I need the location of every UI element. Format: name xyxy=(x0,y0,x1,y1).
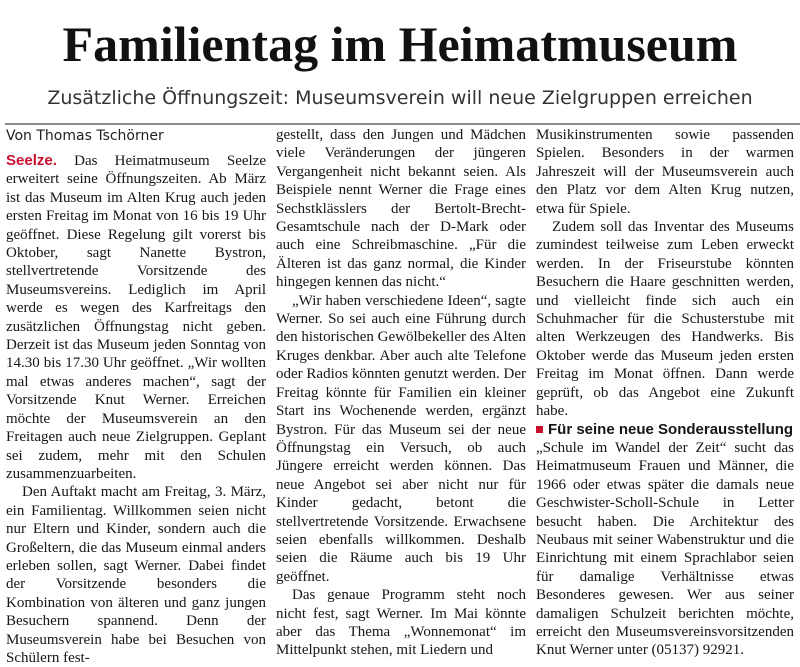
paragraph: Zudem soll das Inventar des Museums zumindest teilweise zum Leben erweckt werden. In der Friseurstube könnten Besuchern die Haare geschnitten werden, und vielleicht finde sich auch ein Schuhmacher für die Schusterstube mit alten Werkzeugen des Handwerks. Bis Oktober werde das Museum jeden ersten Freitag im Monat öffnen. Dann werde geprüft, ob das Angebot eine Zukunft habe. xyxy=(536,219,794,420)
red-square-bullet-icon xyxy=(536,426,543,433)
paragraph: gestellt, dass den Jungen und Mädchen viele Veränderungen der jüngeren Vergangenheit nicht bekannt seien. Als Beispiele nennt Werner die Frage eines Sechstklässlers der Bertolt-Brecht-Gesamtschule nach der D-Mark oder auch eine Schreibmaschine. „Für die Älteren ist das ganz normal, die Kinder hingegen kennen das nicht.“ xyxy=(276,127,526,291)
paragraph-text: Das Heimatmuseum Seelze erweitert seine Öffnungszeiten. Ab März ist das Museum im Alten Krug auch jeden ersten Freitag im Monat von 16 bis 19 Uhr geöffnet. Diese Regelung gilt vorerst bis Oktober, sagt Nanette Bystron, stellvertretende Vorsitzende des Museumsvereins. Lediglich im April werde es wegen des Karfreitags den zusätzlichen Öffnungstag nicht geben. Derzeit ist das Museum jeden Sonntag von 14.30 bis 17.30 Uhr geöffnet. „Wir wollten mal etwas anderes machen“, sagt der Vorsitzende Knut Werner. Erreichen möchte der Museumsverein an den Freitagen auch neue Zielgruppen. Geplant sei zudem, mehr mit den Schulen zusammenzuarbeiten. xyxy=(6,153,267,482)
subsection-heading: Für seine neue Sonderausstellung xyxy=(548,420,794,438)
subheadline: Zusätzliche Öffnungszeit: Museumsverein will neue Zielgruppen erreichen xyxy=(47,87,753,109)
paragraph: Den Auftakt macht am Freitag, 3. März, ein Familientag. Willkommen seien nicht nur Eltern und Kinder, sondern auch die Großeltern, die das Museum einmal anders erleben sollen, sagt Werner. Dabei findet der Vorsitzende besonders die Kombination von älteren und ganz jungen Besuchern spannend. Denn der Museumsverein habe bei Besuchen von Schülern fest- xyxy=(6,484,266,666)
byline: Von Thomas Tschörner xyxy=(6,128,164,144)
paragraph xyxy=(6,152,266,483)
headline: Familientag im Heimatmuseum xyxy=(62,16,738,72)
paragraph: „Schule im Wandel der Zeit“ sucht das Heimatmuseum Frauen und Männer, die 1966 oder etwas später die damals neue Geschwister-Scholl-Schule in Letter besucht haben. Die Architektur des Neubaus mit seiner Wabenstruktur und die Einrichtung mit einem Sprachlabor seien für damalige Verhältnisse etwas Besonderes gewesen. Wer aus seiner damaligen Schulzeit berichten möchte, erreicht den Museumsvereinsvorsitzenden Knut Werner unter (05137) 92921. xyxy=(536,439,794,659)
paragraph: Musikinstrumenten sowie passenden Spielen. Besonders in der warmen Jahreszeit will der Museumsverein auch den Platz vor dem Alten Krug nutzen, etwa für Spiele. xyxy=(536,127,794,217)
paragraph: Das genaue Programm steht noch nicht fest, sagt Werner. Im Mai könnte aber das Thema „Wonnemonat“ im Mittelpunkt stehen, mit Liedern und xyxy=(276,587,526,659)
article-column-3 xyxy=(536,126,794,660)
article-column-2 xyxy=(276,126,526,660)
subsection xyxy=(536,421,794,439)
location-label: Seelze. xyxy=(6,152,57,169)
paragraph: „Wir haben verschiedene Ideen“, sagte Werner. So sei auch eine Führung durch den historischen Gewölbekeller des Alten Kruges denkbar. Aber auch alte Telefone oder Radios könnten genutzt werden. Der Freitag könnte für Familien ein kleiner Start ins Wochenende werden, ergänzt Bystron. Für das Museum sei der neue Öffnungstag ein Versuch, ob auch Jüngere erreicht werden können. Das neue Angebot sei aber nicht nur für Kinder gedacht, betont die stellvertretende Vorsitzende. Erwachsene seien ebenfalls willkommen. Deshalb seien die Räume auch bis 19 Uhr geöffnet. xyxy=(276,292,526,585)
article-column-1 xyxy=(6,152,266,667)
